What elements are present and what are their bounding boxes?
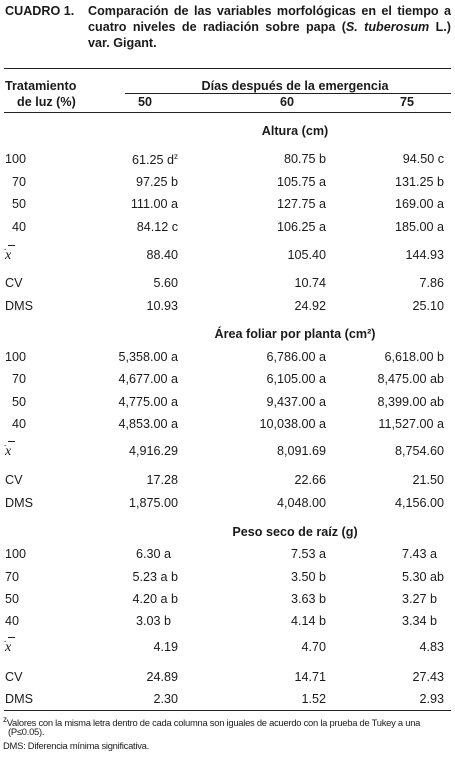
section-title-altura: Altura (cm) bbox=[261, 124, 329, 138]
mean-symbol: . x bbox=[5, 444, 11, 460]
dms-row: DMS 10.93 24.92 25.10 bbox=[5, 299, 444, 313]
table-row: 70 5.23 a b 3.50 b 5.30 ab bbox=[5, 570, 444, 584]
day-60-header: 60 bbox=[280, 95, 295, 109]
table-row: 40 3.03 b 4.14 b 3.34 b bbox=[5, 614, 444, 628]
mean-symbol: . x bbox=[5, 248, 11, 264]
dms-row: DMS 2.30 1.52 2.93 bbox=[5, 692, 444, 706]
table-row: 70 97.25 b 105.75 a 131.25 b bbox=[12, 175, 444, 189]
mean-row: . x 4,916.29 8,091.69 8,754.60 bbox=[4, 438, 444, 459]
days-header: Días después de la emergencia bbox=[201, 79, 389, 93]
mean-row: . x 4.19 4.70 4.83 bbox=[4, 634, 444, 655]
cv-row: CV 17.28 22.66 21.50 bbox=[5, 473, 444, 487]
table-row: 40 4,853.00 a 10,038.00 a 11,527.00 a bbox=[12, 417, 444, 431]
footnote-z: $^z$Valores con la misma letra dentro de cada columna son iguales de acuerdo con la prueba de Tukey a una bbox=[3, 715, 421, 729]
mean-row: . x 88.40 105.40 144.93 bbox=[4, 242, 444, 263]
dms-row: DMS 1,875.00 4,048.00 4,156.00 bbox=[5, 496, 444, 510]
cv-row: CV 24.89 14.71 27.43 bbox=[5, 670, 444, 684]
table-row: 50 4.20 a b 3.63 b 3.27 b bbox=[5, 592, 444, 606]
days-underline bbox=[125, 93, 451, 94]
footnote-z-cont: (P≤0.05). bbox=[8, 726, 45, 737]
table-row: 100 6.30 a 7.53 a 7.43 a bbox=[5, 547, 444, 561]
day-50-header: 50 bbox=[138, 95, 153, 109]
header-rule bbox=[4, 112, 451, 113]
table-row: 50 4,775.00 a 9,437.00 a 8,399.00 ab bbox=[12, 395, 444, 409]
day-75-header: 75 bbox=[400, 95, 415, 109]
table-row: 50 111.00 a 127.75 a 169.00 a bbox=[12, 197, 444, 211]
table-row: 100 5,358.00 a 6,786.00 a 6,618.00 b bbox=[5, 350, 444, 364]
footnote-dms: DMS: Diferencia mínima significativa. bbox=[3, 740, 150, 751]
cv-row: CV 5.60 10.74 7.86 bbox=[5, 276, 444, 290]
table-row: 70 4,677.00 a 6,105.00 a 8,475.00 ab bbox=[12, 372, 444, 386]
bottom-rule bbox=[4, 710, 451, 711]
top-rule bbox=[4, 68, 451, 69]
section-title-peso-seco: Peso seco de raíz (g) bbox=[232, 525, 358, 539]
section-title-area-foliar: Área foliar por planta (cm²) bbox=[214, 327, 376, 341]
treatment-header-line1: Tratamiento bbox=[5, 79, 77, 93]
table-row: 100 61.25 $d^z$ 80.75 b 94.50 c bbox=[5, 152, 444, 168]
caption-label: CUADRO 1. bbox=[5, 4, 75, 18]
mean-symbol: . x bbox=[5, 640, 11, 656]
caption-text: Comparación de las variables morfológicas en el tiempo a cuatro niveles de radiación sobre papa (S. tuberosum L.) var. Gigant. bbox=[88, 4, 451, 50]
table-row: 40 84.12 c 106.25 a 185.00 a bbox=[12, 220, 444, 234]
species-name: S. tuberosum bbox=[345, 20, 430, 34]
treatment-header-line2: de luz (%) bbox=[17, 95, 76, 109]
